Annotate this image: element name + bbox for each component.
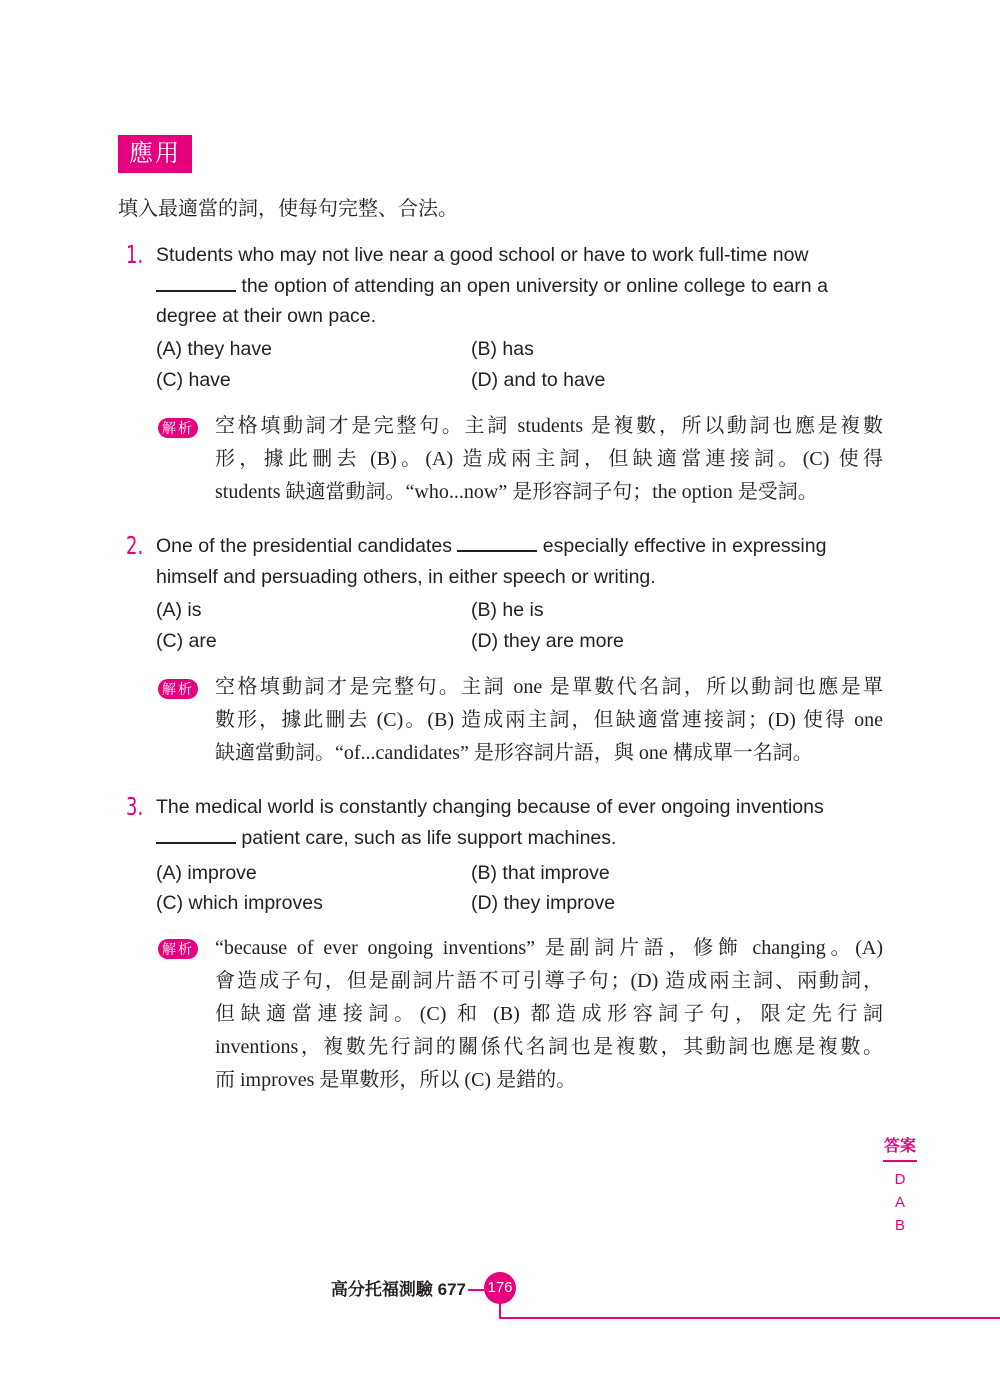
answer-blank xyxy=(156,272,236,292)
option-a: (A) improve xyxy=(156,862,257,884)
footer-divider xyxy=(499,1304,501,1318)
explanation-badge: 解析 xyxy=(158,939,198,959)
answer-key xyxy=(880,1136,920,1237)
footer-divider xyxy=(468,1289,484,1291)
option-c: (C) which improves xyxy=(156,892,323,914)
answer-key-divider xyxy=(883,1160,917,1162)
option-b: (B) has xyxy=(471,338,534,360)
question-text: One of the presidential candidates especially effective in expressing himself and persuading others, in either speech or writing. xyxy=(156,531,886,592)
question-number: 3. xyxy=(126,792,144,821)
explanation: “because of ever ongoing inventions” 是副詞片語，修飾 changing。(A) 會造成子句，但是副詞片語不可引導子句；(D) 造成兩主詞、兩動詞， 但缺適當連接詞。(C) 和 (B) 都造成形容詞子句，限定先行詞 inventions，複數先行詞的關係代名詞也是複數，其動詞也應是複數。 而 improves 是單數形，所以 (C) 是錯的。 xyxy=(215,937,883,1091)
explanation-badge: 解析 xyxy=(158,679,198,699)
option-c: (C) have xyxy=(156,369,231,391)
question-number: 1. xyxy=(126,240,144,269)
explanation-badge: 解析 xyxy=(158,418,198,438)
book-title: 高分托福測驗 677 xyxy=(330,1280,466,1299)
answer-blank xyxy=(156,824,236,844)
option-c: (C) are xyxy=(156,630,217,652)
option-b: (B) he is xyxy=(471,599,544,621)
option-d: (D) and to have xyxy=(471,369,606,391)
answer-key-title: 答案 xyxy=(883,1138,916,1155)
answer-item: A xyxy=(894,1194,905,1211)
section-label: 應用 xyxy=(118,135,192,173)
option-a: (A) they have xyxy=(156,338,272,360)
instruction: 填入最適當的詞，使每句完整、合法。 xyxy=(118,196,458,220)
question-number: 2. xyxy=(126,531,144,560)
answer-item: D xyxy=(894,1171,906,1188)
option-a: (A) is xyxy=(156,599,202,621)
page-number: 176 xyxy=(484,1272,516,1304)
explanation: 空格填動詞才是完整句。主詞 one 是單數代名詞，所以動詞也應是單 數形，據此刪去 (C)。(B) 造成兩主詞，但缺適當連接詞；(D) 使得 one 缺適當動詞。“of...candidates” 是形容詞片語，與 one 構成單一名詞。 xyxy=(215,676,883,764)
footer-divider xyxy=(499,1317,1000,1319)
option-b: (B) that improve xyxy=(471,862,610,884)
answer-item: B xyxy=(894,1217,905,1234)
answer-blank xyxy=(457,532,537,552)
explanation: 空格填動詞才是完整句。主詞 students 是複數，所以動詞也應是複數 形，據此刪去 (B)。(A) 造成兩主詞，但缺適當連接詞。(C) 使得 students 缺適當動詞。“who...now” 是形容詞子句；the option 是受詞。 xyxy=(215,415,883,503)
question-text: Students who may not live near a good school or have to work full-time now the option of attending an open university or online college to earn a degree at their own pace. xyxy=(156,244,828,327)
question-text: The medical world is constantly changing because of ever ongoing inventions patient care, such as life support machines. xyxy=(156,796,824,849)
option-d: (D) they improve xyxy=(471,892,616,914)
option-d: (D) they are more xyxy=(471,630,624,652)
